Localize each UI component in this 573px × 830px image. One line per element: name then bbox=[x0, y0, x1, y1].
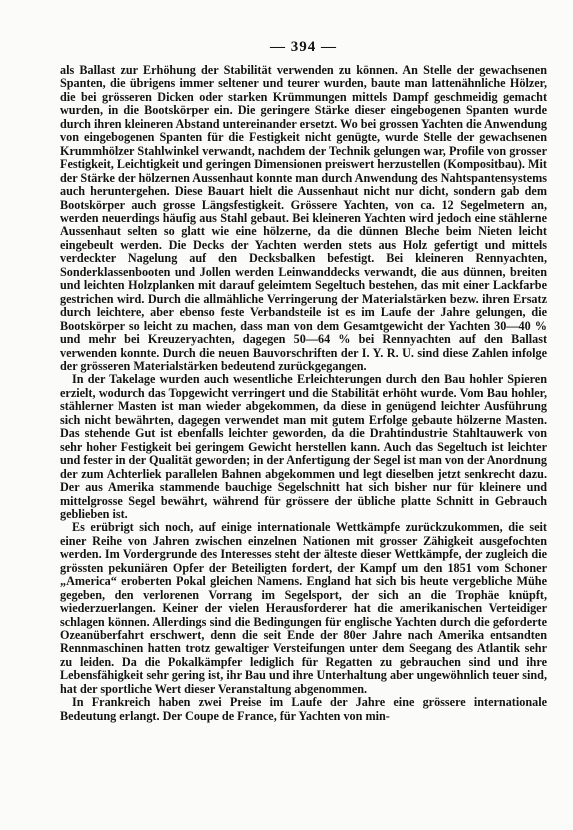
paragraph: In Frankreich haben zwei Preise im Laufe der Jahre eine grössere internationale Bedeutung erlangt. Der Coupe de France, für Yachten von min- bbox=[60, 695, 547, 723]
paragraph: In der Takelage wurden auch wesentliche Erleichterungen durch den Bau hohler Spieren erzielt, wodurch das Topgewicht verringert und die Stabilität erhöht wurde. Vom Bau hohler, stählerner Masten ist man wieder abgekommen, da diese in genügend leichter Ausführung sich nicht bewährten, dagegen verwendet man mit gutem Erfolge gebaute hölzerne Masten. Das stehende Gut ist ebenfalls leichter geworden, da die Drahtindustrie Stahltauwerk von sehr hoher Festigkeit bei geringem Gewicht herstellen kann. Auch das Segeltuch ist leichter und fester in der Qualität geworden; in der Anfertigung der Segel ist man von der Anordnung der zum Achterliek parallelen Bahnen abgekommen und legt dieselben jetzt senkrecht dazu. Der aus Amerika stammende bauchige Segelschnitt hat sich bisher nur für kleinere und mittelgrosse Segel bewährt, während für grössere der übliche platte Schnitt in Gebrauch geblieben ist. bbox=[60, 372, 547, 521]
body-text bbox=[60, 64, 547, 723]
paragraph: als Ballast zur Erhöhung der Stabilität verwenden zu können. An Stelle der gewachsenen Spanten, die übrigens immer seltener und teurer wurden, baute man lattenähnliche Hölzer, die bei grösseren Dicken oder starken Krümmungen mittels Dampf geschmeidig gemacht wurden, in die Bootskörper ein. Die geringere Stärke dieser eingebogenen Spanten wurde durch ihren kleineren Abstand untereinander ersetzt. Wo bei grossen Yachten die Anwendung von eingebogenen Spanten für die Festigkeit nicht genügte, wurde Stelle der gewachsenen Krummhölzer Stahlwinkel verwandt, nachdem der Technik gelungen war, Profile von grosser Festigkeit, Leichtigkeit und geringen Dimensionen preiswert herzustellen (Kompositbau). Mit der Stärke der hölzernen Aussenhaut konnte man durch Anwendung des Nahtspantensystems auch heruntergehen. Diese Bauart hielt die Aussenhaut nicht nur dicht, sondern gab dem Bootskörper auch grosse Längsfestigkeit. Grössere Yachten, von ca. 12 Segelmetern an, werden neuerdings häufig aus Stahl gebaut. Bei kleineren Yachten wird jedoch eine stählerne Aussenhaut selten so glatt wie eine hölzerne, da die dünnen Bleche beim Nieten leicht eingebeult werden. Die Decks der Yachten werden stets aus Holz gefertigt und mittels verdeckter Nagelung auf den Decksbalken befestigt. Bei kleineren Rennyachten, Sonderklassenbooten und Jollen werden Leinwanddecks verwandt, die aus dünnen, breiten und leichten Holzplanken mit darauf geleimtem Segeltuch bestehen, das mit einer Lackfarbe gestrichen wird. Durch die allmähliche Verringerung der Materialstärken bezw. ihren Ersatz durch leichtere, aber ebenso feste Verbandsteile ist es im Laufe der Jahre gelungen, die Bootskörper so leicht zu machen, dass man von dem Gesamtgewicht der Yachten 30—40 % und mehr bei Kreuzeryachten, dagegen 50—64 % bei Rennyachten auf den Ballast verwenden konnte. Durch die neuen Bauvorschriften der I. Y. R. U. sind diese Zahlen infolge der grösseren Materialstärken bedeutend zurückgegangen. bbox=[60, 63, 547, 373]
paragraph: Es erübrigt sich noch, auf einige internationale Wettkämpfe zurückzukommen, die seit einer Reihe von Jahren zwischen einzelnen Nationen mit grosser Zähigkeit ausgefochten werden. Im Vordergrunde des Interesses steht der älteste dieser Wettkämpfe, der zugleich die grössten pekuniären Opfer der Beteiligten fordert, der Kampf um den 1851 vom Schoner „America“ eroberten Pokal gleichen Namens. England hat sich bis heute vergebliche Mühe gegeben, den verlorenen Vorrang im Segelsport, der sich an die Trophäe knüpft, wiederzuerlangen. Keiner der vielen Herausforderer hat die amerikanischen Verteidiger schlagen können. Allerdings sind die Bedingungen für englische Yachten durch die geforderte Ozeanüberfahrt erschwert, denn die seit Ende der 80er Jahre nach Amerika entsandten Rennmaschinen hatten trotz gewaltiger Versteifungen unter dem Seegang des Atlantik sehr zu leiden. Da die Pokalkämpfer lediglich für Regatten zu gebrauchen sind und ihre Lebensfähigkeit sehr gering ist, ihr Bau und ihre Unterhaltung aber ungewöhnlich teuer sind, hat der sportliche Wert dieser Veranstaltung abgenommen. bbox=[60, 520, 547, 696]
page-number: — 394 — bbox=[270, 39, 337, 55]
